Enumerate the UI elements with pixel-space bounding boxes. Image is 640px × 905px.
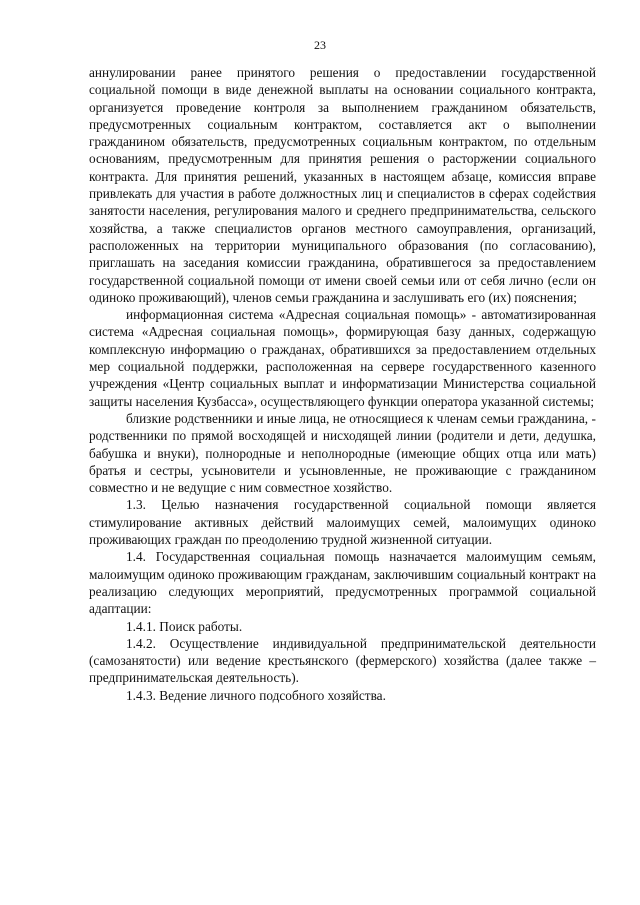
paragraph-section-1-4: 1.4. Государственная социальная помощь назначается малоимущим семьям, малоимущим одиноко проживающим гражданам, заключившим социальный контракт на реализацию следующих мероприятий, предусмотренных программой социальной адаптации: <box>89 549 596 617</box>
paragraph-section-1-3: 1.3. Целью назначения государственной социальной помощи является стимулирование активных действий малоимущих семей, малоимущих одиноко проживающих граждан по преодолению трудной жизненной ситуации. <box>89 497 596 548</box>
paragraph-relatives-definition: близкие родственники и иные лица, не относящиеся к членам семьи гражданина, - родственники по прямой восходящей и нисходящей линии (родители и дети, дедушка, бабушка и внуки), полнородные и неполнородные (имеющие общих отца или мать) братья и сестры, усыновители и усыновленные, не проживающие с гражданином совместно и не ведущие с ним совместное хозяйство. <box>89 410 596 496</box>
paragraph-info-system-definition: информационная система «Адресная социальная помощь» - автоматизированная система «Адресная социальная помощь», формирующая базу данных, содержащую комплексную информацию о гражданах, обратившихся за предоставлением отдельных мер социальной поддержки, расположенная на сервере государственного казенного учреждения «Центр социальных выплат и информатизации Министерства социальной защиты населения Кузбасса», осуществляющего функции оператора указанной системы; <box>89 307 596 409</box>
paragraph-continuation: аннулировании ранее принятого решения о предоставлении государственной социальной помощи в виде денежной выплаты на основании социального контракта, организуется проведение контроля за выполнением гражданином обязательств, предусмотренных социальным контрактом, составляется акт о выполнении гражданином обязательств, предусмотренных социальным контрактом, по отдельным основаниям, предусмотренным для принятия решения о расторжении социального контракта. Для принятия решений, указанных в настоящем абзаце, комиссия вправе привлекать для участия в работе должностных лиц и специалистов в сферах содействия занятости населения, регулирования малого и среднего предпринимательства, сельского хозяйства, а также специалистов органов местного самоуправления, организаций, расположенных на территории муниципального образования (по согласованию), приглашать на заседания комиссии гражданина, обратившегося за предоставлением государственной социальной помощи от имени своей семьи или от себя лично (если он одиноко проживающий), членов семьи гражданина и заслушивать его (их) пояснения; <box>89 65 596 305</box>
paragraph-section-1-4-1: 1.4.1. Поиск работы. <box>126 618 243 634</box>
paragraph-section-1-4-3: 1.4.3. Ведение личного подсобного хозяйства. <box>126 687 386 703</box>
page-number: 23 <box>314 38 326 52</box>
paragraph-section-1-4-2: 1.4.2. Осуществление индивидуальной предпринимательской деятельности (самозанятости) или ведение крестьянского (фермерского) хозяйства (далее также – предпринимательская деятельность). <box>89 635 596 686</box>
document-body <box>89 64 596 704</box>
